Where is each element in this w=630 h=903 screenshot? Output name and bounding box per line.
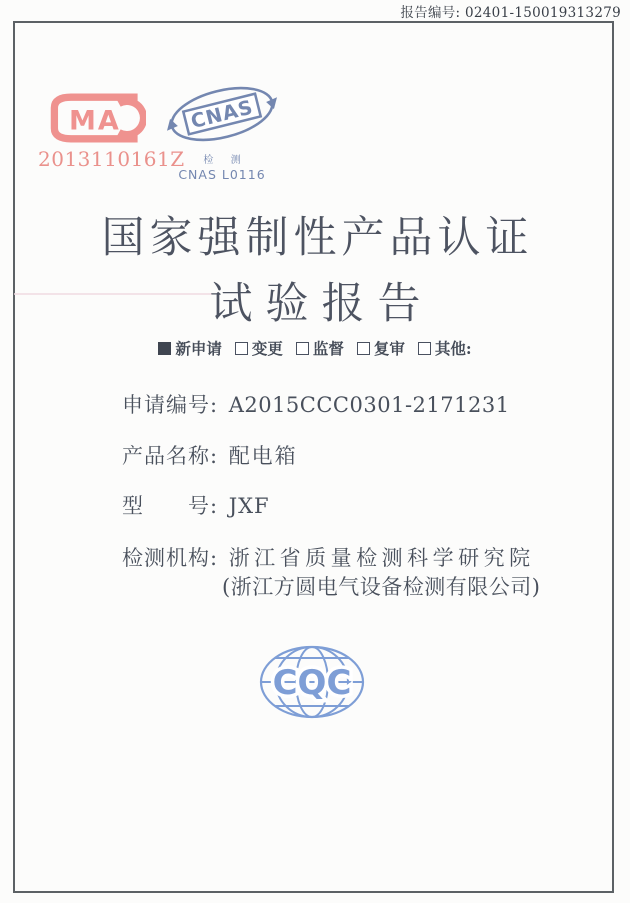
cnas-logo-block <box>164 78 280 182</box>
report-title-line2: 试验报告 <box>209 279 434 329</box>
field-label: 检测机构: <box>122 546 219 570</box>
field-application-number <box>122 392 510 419</box>
field-value: A2015CCC0301-2171231 <box>228 393 510 417</box>
checkbox-icon <box>418 342 431 355</box>
report-number-label: 报告编号: <box>400 5 461 21</box>
field-model <box>122 493 270 520</box>
field-label: 产品名称: <box>122 444 219 468</box>
cnas-logo-icon <box>164 78 280 150</box>
field-test-agency <box>122 545 540 602</box>
checkbox-icon <box>158 342 171 355</box>
field-label: 型 号: <box>122 494 219 518</box>
application-type-row <box>0 337 630 359</box>
cma-letters: MA <box>68 105 121 137</box>
checkbox-label: 其他: <box>434 339 472 358</box>
checkbox-icon <box>357 342 370 355</box>
cqc-logo-block <box>257 644 367 724</box>
checkbox-new-application <box>158 337 222 359</box>
checkbox-icon <box>296 342 309 355</box>
cqc-logo-icon <box>257 644 367 720</box>
field-product-name <box>122 443 298 470</box>
cnas-caption: 检 测 <box>203 155 248 166</box>
checkbox-other <box>418 337 472 359</box>
checkbox-supervision <box>296 337 344 359</box>
cma-logo-block <box>38 92 185 171</box>
cma-license-number: 2013110161Z <box>38 147 185 171</box>
field-test-agency-line2: (浙江方圆电气设备检测有限公司) <box>222 575 541 600</box>
field-value: 浙江省质量检测科学研究院 <box>228 546 535 570</box>
checkbox-label: 复审 <box>373 339 405 358</box>
report-number-value: 02401-150019313279 <box>465 5 621 21</box>
checkbox-review <box>357 337 405 359</box>
report-title-line1: 国家强制性产品认证 <box>101 213 534 263</box>
cnas-accreditation-number: CNAS L0116 <box>178 167 266 182</box>
field-test-agency-line1 <box>122 545 540 572</box>
field-label: 申请编号: <box>122 393 219 417</box>
checkbox-label: 新申请 <box>175 339 222 358</box>
cnas-letters: CNAS <box>188 95 256 134</box>
checkbox-icon <box>235 342 248 355</box>
field-value: 配电箱 <box>228 444 298 468</box>
report-number <box>400 1 621 21</box>
cma-logo-icon <box>46 92 146 144</box>
checkbox-label: 变更 <box>251 339 283 358</box>
checkbox-change <box>235 337 283 359</box>
field-value: JXF <box>228 494 270 518</box>
cqc-letters: CQC <box>272 663 352 703</box>
checkbox-label: 监督 <box>312 339 344 358</box>
